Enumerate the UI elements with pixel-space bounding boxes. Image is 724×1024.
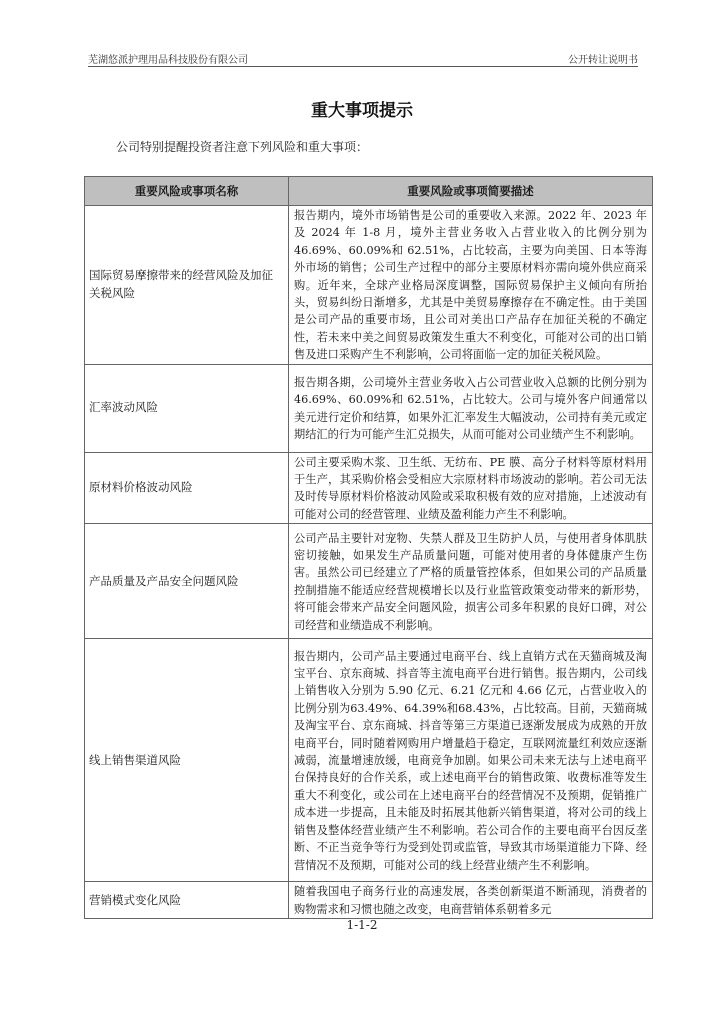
page-title: 重大事项提示: [311, 101, 413, 121]
risk-description: 随着我国电子商务行业的高速发展，各类创新渠道不断涌现，消费者的购物需求和习惯也随之改变，电商营销体系朝着多元: [289, 882, 653, 919]
risk-name: 产品质量及产品安全问题风险: [85, 524, 289, 639]
intro-text: 公司特别提醒投资者注意下列风险和重大事项：: [116, 140, 369, 154]
risk-description: 报告期内，境外市场销售是公司的重要收入来源。2022 年、2023 年及 2024 年 1-8 月，境外主营业务收入占营业收入的比例分别为 46.69%、60.09%和 62.51%，占比较高，主要为向美国、日本等海外市场的销售；公司生产过程中的部分主要原材料亦需向境外供应商采购。近年来，全球产业格局深度调整，国际贸易保护主义倾向有所抬头，贸易纠纷日渐增多，尤其是中美贸易摩擦存在不确定性。由于美国是公司产品的重要市场，且公司对美出口产品存在加征关税的不确定性，若未来中美之间贸易政策发生重大不利变化，可能对公司的出口销售及进口采购产生不利影响，公司将面临一定的加征关税风险。: [289, 206, 653, 365]
risk-table: [84, 176, 653, 919]
risk-description: 公司主要采购木浆、卫生纸、无纺布、PE 膜、高分子材料等原材料用于生产，其采购价格会受相应大宗原材料市场波动的影响。若公司无法及时传导原材料价格波动风险或采取积极有效的应对措施，上述波动有可能对公司的经营管理、业绩及盈利能力产生不利影响。: [289, 452, 653, 524]
table-row: [85, 206, 653, 365]
risk-name: 营销模式变化风险: [85, 882, 289, 919]
header-divider: [88, 66, 638, 67]
table-row: [85, 452, 653, 524]
column-header-name: 重要风险或事项名称: [85, 177, 289, 206]
table-header-row: [85, 177, 653, 206]
risk-description: 报告期各期，公司境外主营业务收入占公司营业收入总额的比例分别为 46.69%、60.09%和 62.51%，占比较大。公司与境外客户间通常以美元进行定价和结算，如果外汇汇率发生大幅波动，公司持有美元或定期结汇的行为可能产生汇兑损失，从而可能对公司业绩产生不利影响。: [289, 364, 653, 452]
risk-description: 公司产品主要针对宠物、失禁人群及卫生防护人员，与使用者身体肌肤密切接触，如果发生产品质量问题，可能对使用者的身体健康产生伤害。虽然公司已经建立了严格的质量管控体系，但如果公司的产品质量控制措施不能适应经营规模增长以及行业监管政策变动带来的新形势，将可能会带来产品安全问题风险，损害公司多年积累的良好口碑，对公司经营和业绩造成不利影响。: [289, 524, 653, 639]
risk-name: 汇率波动风险: [85, 364, 289, 452]
risk-description: 报告期内，公司产品主要通过电商平台、线上直销方式在天猫商城及淘宝平台、京东商城、抖音等主流电商平台进行销售。报告期内，公司线上销售收入分别为 5.90 亿元、6.21 亿元和 4.66 亿元，占营业收入的比例分别为63.49%、64.39%和68.43%，占比较高。目前，天猫商城及淘宝平台、京东商城、抖音等第三方渠道已逐渐发展成为成熟的开放电商平台，同时随着网购用户增量趋于稳定，互联网流量红利效应逐渐减弱，流量增速放缓，电商竞争加剧。如果公司未来无法与上述电商平台保持良好的合作关系，或上述电商平台的销售政策、收费标准等发生重大不利变化，或公司在上述电商平台的经营情况不及预期，促销推广成本进一步提高，且未能及时拓展其他新兴销售渠道，将对公司的线上销售及整体经营业绩产生不利影响。若公司合作的主要电商平台因反垄断、不正当竞争等行为受到处罚或监管，导致其市场渠道能力下降、经营情况不及预期，可能对公司的线上经营业绩产生不利影响。: [289, 639, 653, 882]
page-header: [88, 51, 638, 67]
risk-name: 国际贸易摩擦带来的经营风险及加征关税风险: [85, 206, 289, 365]
page-number: 1-1-2: [346, 918, 378, 932]
table-row: [85, 639, 653, 882]
header-doc-type: 公开转让说明书: [568, 55, 638, 66]
risk-name: 原材料价格波动风险: [85, 452, 289, 524]
table-row: [85, 364, 653, 452]
column-header-desc: 重要风险或事项简要描述: [289, 177, 653, 206]
header-company: 芜湖悠派护理用品科技股份有限公司: [88, 55, 248, 66]
table-row: [85, 882, 653, 919]
table-row: [85, 524, 653, 639]
risk-name: 线上销售渠道风险: [85, 639, 289, 882]
